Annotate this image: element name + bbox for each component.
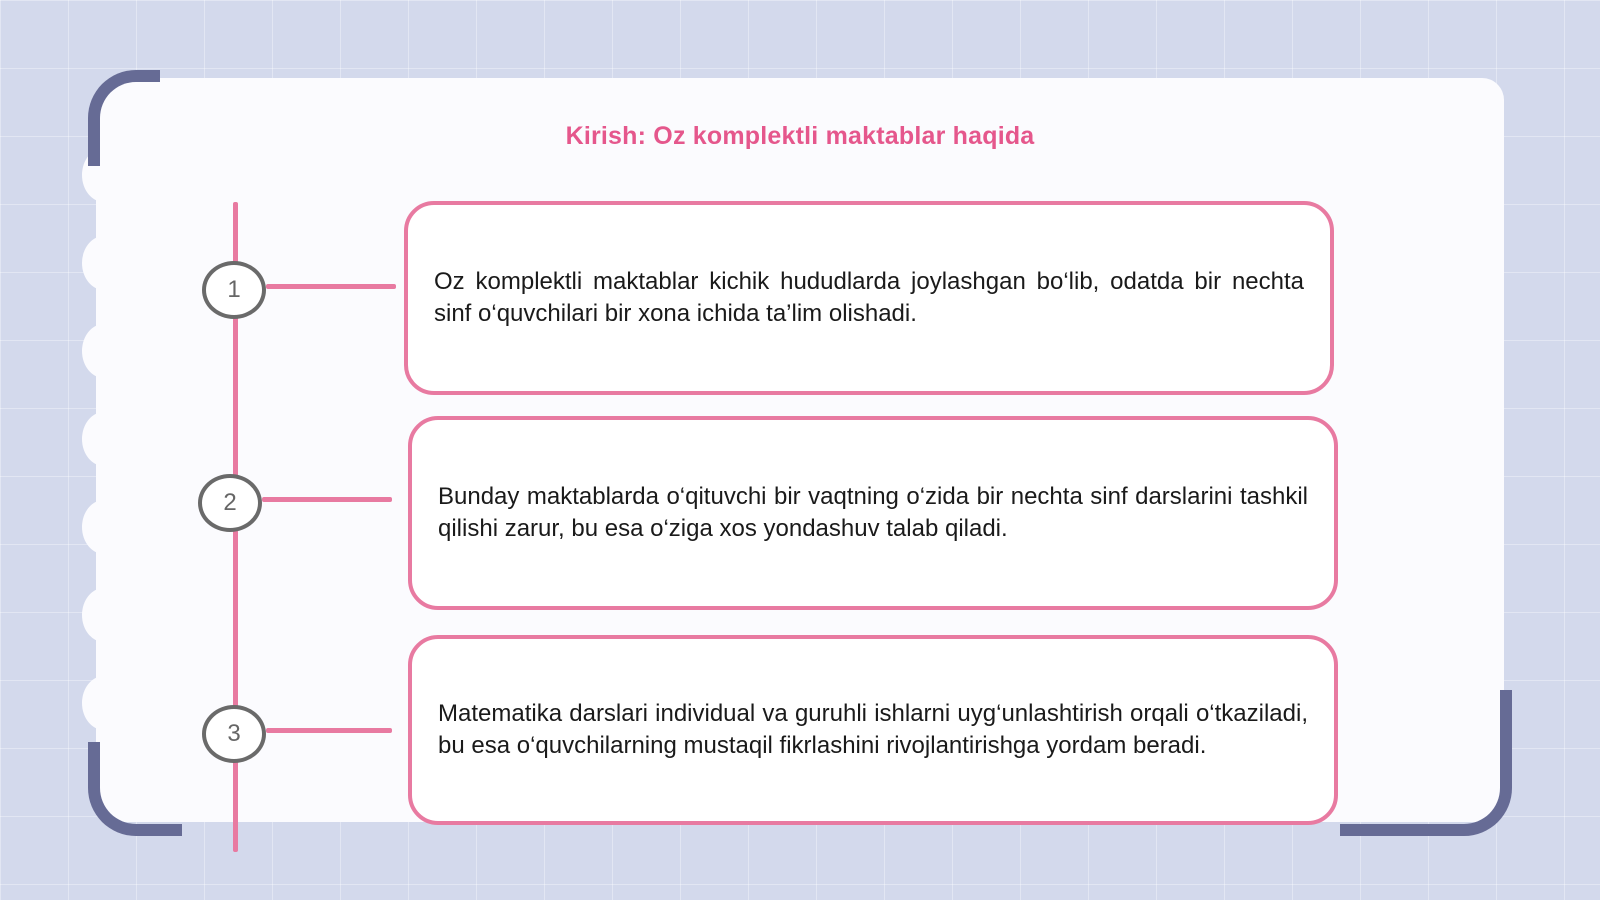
frame-corner-bottom-left [88,742,182,836]
step-number-2: 2 [198,474,262,532]
step-text-3: Matematika darslari individual va guruhli ishlarni uyg‘unlashtirish orqali o‘tkaziladi, bu esa o‘quvchilarning mustaqil fikrlashini rivojlantirishga yordam beradi. [438,700,1308,759]
step-number-3: 3 [202,705,266,763]
frame-corner-top-left [88,70,160,166]
step-card-3 [408,635,1338,825]
paper-scallop [82,676,126,730]
paper-scallop [82,588,126,642]
timeline-connector [266,284,396,289]
paper-scallop [82,412,126,466]
step-text-1: Oz komplektli maktablar kichik hududlarda joylashgan bo‘lib, odatda bir nechta sinf o‘quvchilari bir xona ichida ta’lim olishadi. [434,268,1304,327]
timeline-connector [262,497,392,502]
slide-title: Kirish: Oz komplektli maktablar haqida [565,122,1035,150]
timeline-connector [266,728,392,733]
step-text-2: Bunday maktablarda o‘qituvchi bir vaqtning o‘zida bir nechta sinf darslarini tashkil qilishi zarur, bu esa o‘ziga xos yondashuv talab qiladi. [438,483,1308,542]
step-card-1 [404,201,1334,395]
step-number-1: 1 [202,261,266,319]
paper-scallop [82,500,126,554]
paper-scallop [82,236,126,290]
paper-scallop [82,324,126,378]
step-card-2 [408,416,1338,610]
frame-corner-bottom-right [1340,690,1512,836]
